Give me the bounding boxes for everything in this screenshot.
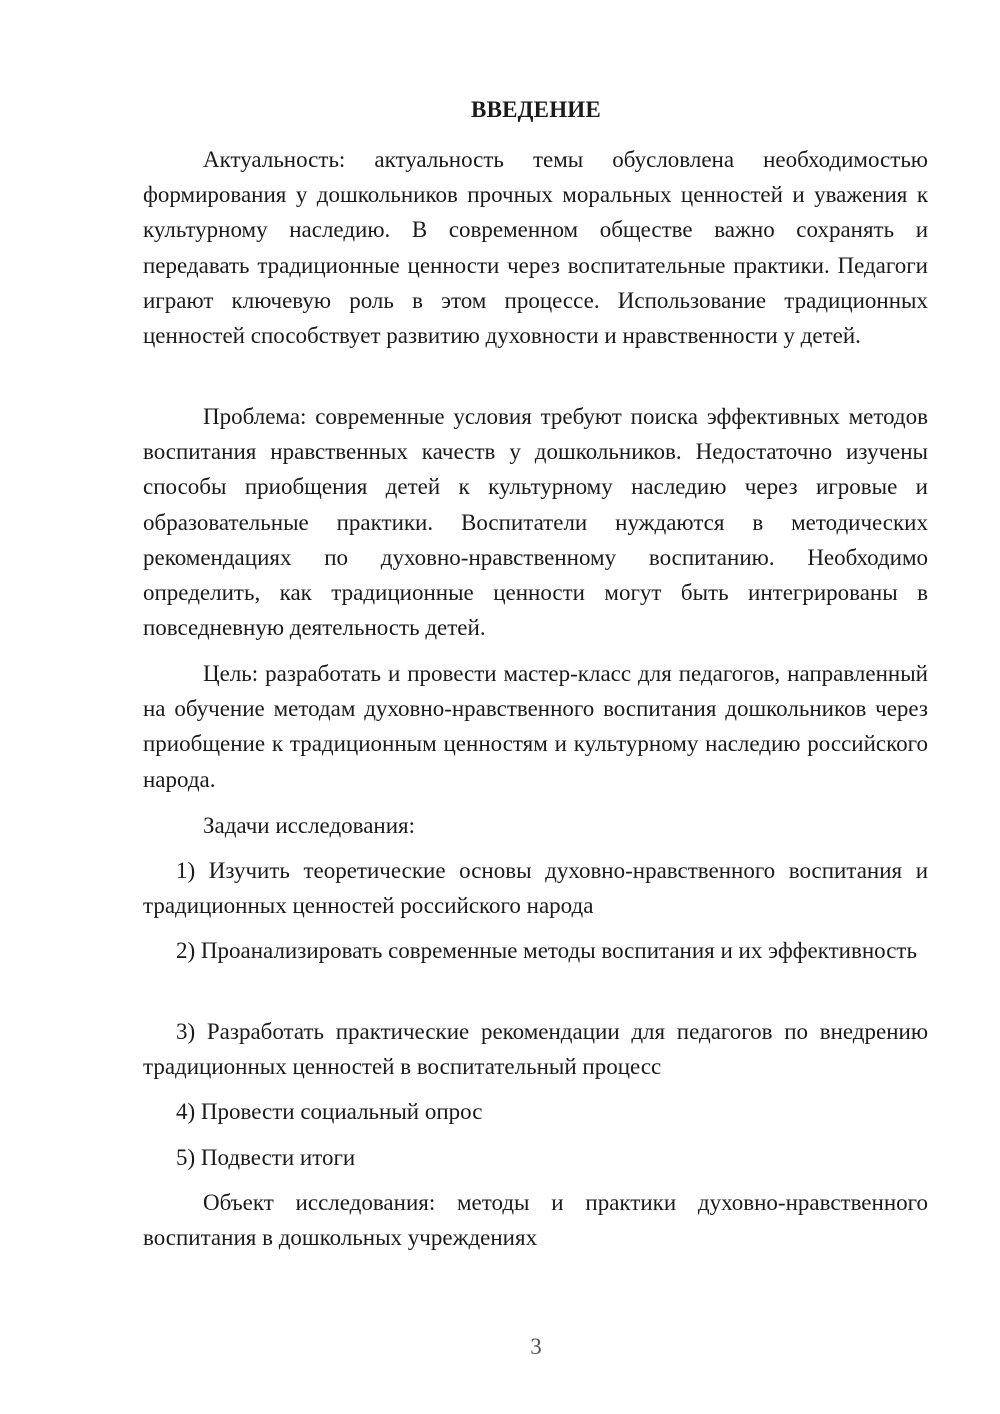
task-item-2: 2) Проанализировать современные методы воспитания и их эффективность <box>176 938 917 963</box>
paragraph-goal: Цель: разработать и провести мастер-класс для педагогов, направленный на обучение методам духовно-нравственного воспитания дошкольников через приобщение к традиционным ценностям и культурному наследию российского народа. <box>143 661 928 792</box>
task-item-4: 4) Провести социальный опрос <box>176 1099 483 1124</box>
task-item-1: 1) Изучить теоретические основы духовно-нравственного воспитания и традиционных ценностей российского народа <box>143 858 928 919</box>
paragraph-object: Объект исследования: методы и практики духовно-нравственного воспитания в дошкольных учреждениях <box>143 1190 928 1251</box>
task-item-5: 5) Подвести итоги <box>176 1145 356 1170</box>
page-title: ВВЕДЕНИЕ <box>471 97 601 122</box>
tasks-heading: Задачи исследования: <box>203 813 416 838</box>
page-number: 3 <box>530 1334 542 1359</box>
task-item-3: 3) Разработать практические рекомендации для педагогов по внедрению традиционных ценностей в воспитательный процесс <box>143 1019 928 1080</box>
paragraph-relevance: Актуальность: актуальность темы обусловлена необходимостью формирования у дошкольников прочных моральных ценностей и уважения к культурному наследию. В современном обществе важно сохранять и передавать традиционные ценности через воспитательные практики. Педагоги играют ключевую роль в этом процессе. Использование традиционных ценностей способствует развитию духовности и нравственности у детей. <box>143 147 928 349</box>
paragraph-problem: Проблема: современные условия требуют поиска эффективных методов воспитания нравственных качеств у дошкольников. Недостаточно изучены способы приобщения детей к культурному наследию через игровые и образовательные практики. Воспитатели нуждаются в методических рекомендациях по духовно-нравственному воспитанию. Необходимо определить, как традиционные ценности могут быть интегрированы в повседневную деятельность детей. <box>143 404 928 641</box>
